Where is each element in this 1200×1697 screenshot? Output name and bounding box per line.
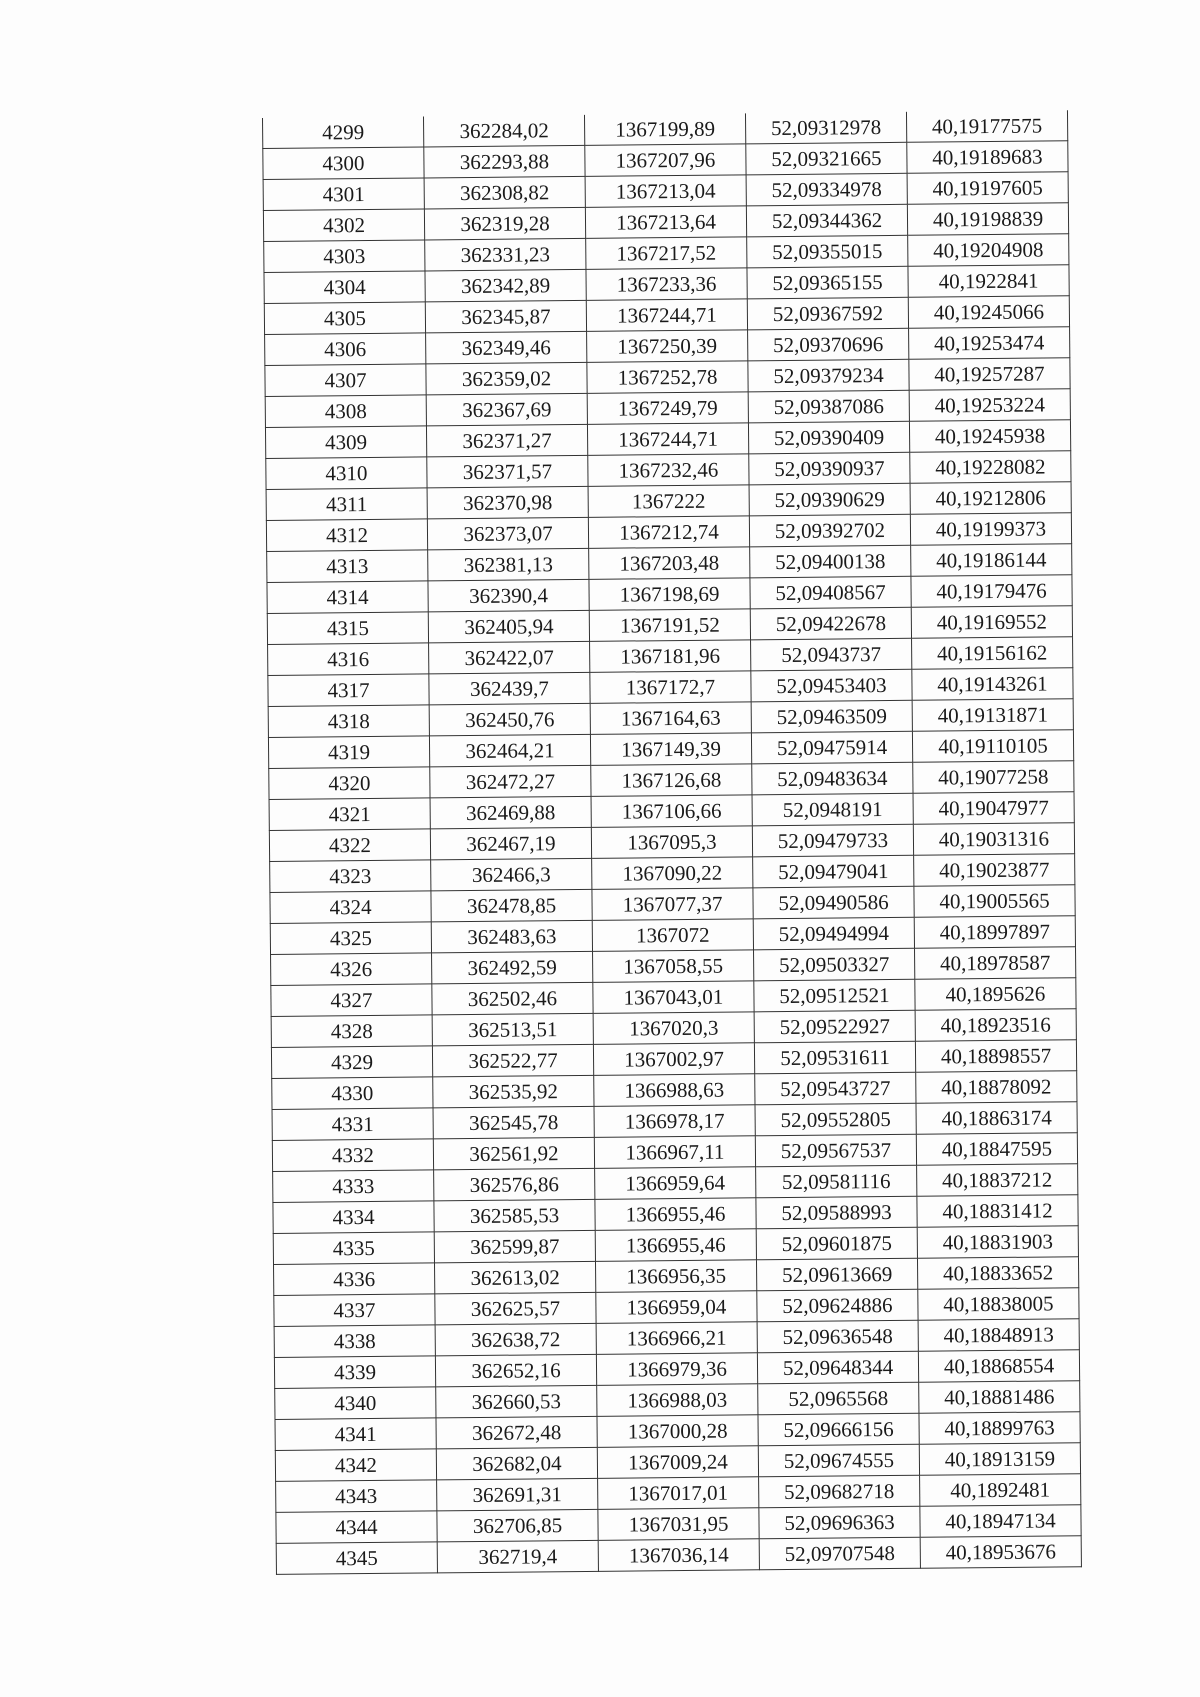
- longitude-cell: 40,18923516: [915, 1009, 1076, 1042]
- longitude-cell: 40,19245066: [908, 296, 1069, 329]
- y-coordinate-cell: 1367250,39: [587, 330, 748, 363]
- latitude-cell: 52,09390409: [748, 421, 909, 454]
- latitude-cell: 52,09531611: [754, 1041, 915, 1074]
- latitude-cell: 52,09588993: [756, 1196, 917, 1229]
- longitude-cell: 40,18833652: [917, 1257, 1078, 1290]
- longitude-cell: 40,19047977: [913, 792, 1074, 825]
- latitude-cell: 52,09613669: [756, 1258, 917, 1291]
- latitude-cell: 52,09390937: [749, 452, 910, 485]
- latitude-cell: 52,09522927: [754, 1010, 915, 1043]
- point-number-cell: 4315: [267, 612, 428, 645]
- x-coordinate-cell: 362599,87: [434, 1230, 595, 1263]
- latitude-cell: 52,09624886: [757, 1289, 918, 1322]
- latitude-cell: 52,09674555: [758, 1444, 919, 1477]
- x-coordinate-cell: 362682,04: [436, 1447, 597, 1480]
- y-coordinate-cell: 1367072: [592, 919, 753, 952]
- x-coordinate-cell: 362381,13: [428, 548, 589, 581]
- y-coordinate-cell: 1366988,63: [594, 1074, 755, 1107]
- point-number-cell: 4334: [273, 1201, 434, 1234]
- latitude-cell: 52,09367592: [747, 297, 908, 330]
- longitude-cell: 40,18847595: [916, 1133, 1077, 1166]
- y-coordinate-cell: 1366988,03: [597, 1384, 758, 1417]
- longitude-cell: 40,19257287: [909, 358, 1070, 391]
- point-number-cell: 4325: [270, 922, 431, 955]
- point-number-cell: 4344: [276, 1511, 437, 1544]
- y-coordinate-cell: 1367199,89: [584, 113, 745, 145]
- latitude-cell: 52,09422678: [750, 607, 911, 640]
- y-coordinate-cell: 1367198,69: [589, 578, 750, 611]
- table-row: [276, 1536, 1081, 1575]
- y-coordinate-cell: 1366959,64: [595, 1167, 756, 1200]
- y-coordinate-cell: 1367252,78: [587, 361, 748, 394]
- y-coordinate-cell: 1366966,21: [596, 1322, 757, 1355]
- longitude-cell: 40,19199373: [910, 513, 1071, 546]
- latitude-cell: 52,09355015: [747, 235, 908, 268]
- x-coordinate-cell: 362370,98: [427, 486, 588, 519]
- x-coordinate-cell: 362613,02: [434, 1261, 595, 1294]
- longitude-cell: 40,18913159: [919, 1443, 1080, 1476]
- x-coordinate-cell: 362342,89: [425, 269, 586, 302]
- point-number-cell: 4320: [269, 767, 430, 800]
- latitude-cell: 52,09392702: [749, 514, 910, 547]
- longitude-cell: 40,18831412: [917, 1195, 1078, 1228]
- longitude-cell: 40,19189683: [907, 141, 1068, 174]
- longitude-cell: 40,18838005: [918, 1288, 1079, 1321]
- x-coordinate-cell: 362319,28: [424, 207, 585, 240]
- point-number-cell: 4317: [268, 674, 429, 707]
- point-number-cell: 4326: [271, 953, 432, 986]
- longitude-cell: 40,19077258: [913, 761, 1074, 794]
- latitude-cell: 52,09636548: [757, 1320, 918, 1353]
- longitude-cell: 40,18997897: [914, 916, 1075, 949]
- longitude-cell: 40,19253474: [909, 327, 1070, 360]
- x-coordinate-cell: 362367,69: [426, 393, 587, 426]
- x-coordinate-cell: 362638,72: [435, 1323, 596, 1356]
- y-coordinate-cell: 1367249,79: [587, 392, 748, 425]
- point-number-cell: 4312: [266, 519, 427, 552]
- y-coordinate-cell: 1366979,36: [596, 1353, 757, 1386]
- y-coordinate-cell: 1367017,01: [598, 1477, 759, 1510]
- y-coordinate-cell: 1366967,11: [594, 1136, 755, 1169]
- point-number-cell: 4335: [273, 1232, 434, 1265]
- x-coordinate-cell: 362422,07: [429, 641, 590, 674]
- longitude-cell: 40,19228082: [910, 451, 1071, 484]
- point-number-cell: 4301: [263, 178, 424, 211]
- latitude-cell: 52,09512521: [754, 979, 915, 1012]
- coordinates-table: [262, 110, 1082, 1575]
- longitude-cell: 40,19023877: [914, 854, 1075, 887]
- y-coordinate-cell: 1366956,35: [595, 1260, 756, 1293]
- point-number-cell: 4300: [263, 147, 424, 180]
- x-coordinate-cell: 362513,51: [432, 1013, 593, 1046]
- longitude-cell: 40,18878092: [916, 1071, 1077, 1104]
- point-number-cell: 4340: [275, 1387, 436, 1420]
- y-coordinate-cell: 1367181,96: [590, 640, 751, 673]
- y-coordinate-cell: 1367149,39: [590, 733, 751, 766]
- x-coordinate-cell: 362373,07: [427, 517, 588, 550]
- x-coordinate-cell: 362308,82: [424, 176, 585, 209]
- latitude-cell: 52,09581116: [756, 1165, 917, 1198]
- y-coordinate-cell: 1367020,3: [593, 1012, 754, 1045]
- latitude-cell: 52,09552805: [755, 1103, 916, 1136]
- longitude-cell: 40,18978587: [915, 947, 1076, 980]
- x-coordinate-cell: 362625,57: [435, 1292, 596, 1325]
- x-coordinate-cell: 362390,4: [428, 579, 589, 612]
- latitude-cell: 52,09321665: [746, 142, 907, 175]
- longitude-cell: 40,19253224: [909, 389, 1070, 422]
- latitude-cell: 52,09453403: [751, 669, 912, 702]
- latitude-cell: 52,09707548: [759, 1537, 920, 1570]
- point-number-cell: 4339: [274, 1356, 435, 1389]
- longitude-cell: 40,19204908: [908, 234, 1069, 267]
- longitude-cell: 40,19177575: [906, 110, 1067, 142]
- x-coordinate-cell: 362371,57: [427, 455, 588, 488]
- longitude-cell: 40,19131871: [912, 699, 1073, 732]
- point-number-cell: 4342: [275, 1449, 436, 1482]
- longitude-cell: 40,19110105: [912, 730, 1073, 763]
- point-number-cell: 4330: [272, 1077, 433, 1110]
- y-coordinate-cell: 1367232,46: [588, 454, 749, 487]
- latitude-cell: 52,09696363: [759, 1506, 920, 1539]
- x-coordinate-cell: 362467,19: [430, 827, 591, 860]
- point-number-cell: 4331: [272, 1108, 433, 1141]
- latitude-cell: 52,09479041: [753, 855, 914, 888]
- x-coordinate-cell: 362405,94: [428, 610, 589, 643]
- y-coordinate-cell: 1367031,95: [598, 1508, 759, 1541]
- x-coordinate-cell: 362660,53: [436, 1385, 597, 1418]
- point-number-cell: 4327: [271, 984, 432, 1017]
- point-number-cell: 4305: [264, 302, 425, 335]
- x-coordinate-cell: 362478,85: [431, 889, 592, 922]
- point-number-cell: 4324: [270, 891, 431, 924]
- longitude-cell: 40,18899763: [919, 1412, 1080, 1445]
- longitude-cell: 40,18881486: [919, 1381, 1080, 1414]
- latitude-cell: 52,0943737: [751, 638, 912, 671]
- x-coordinate-cell: 362535,92: [433, 1075, 594, 1108]
- x-coordinate-cell: 362472,27: [430, 765, 591, 798]
- latitude-cell: 52,09463509: [751, 700, 912, 733]
- longitude-cell: 40,18953676: [920, 1536, 1081, 1569]
- point-number-cell: 4323: [270, 860, 431, 893]
- latitude-cell: 52,0965568: [758, 1382, 919, 1415]
- point-number-cell: 4332: [272, 1139, 433, 1172]
- longitude-cell: 40,18898557: [915, 1040, 1076, 1073]
- x-coordinate-cell: 362464,21: [429, 734, 590, 767]
- x-coordinate-cell: 362349,46: [426, 331, 587, 364]
- x-coordinate-cell: 362719,4: [437, 1540, 598, 1573]
- y-coordinate-cell: 1367244,71: [587, 423, 748, 456]
- latitude-cell: 52,09648344: [757, 1351, 918, 1384]
- coordinates-table-body: [262, 110, 1081, 1574]
- latitude-cell: 52,09601875: [756, 1227, 917, 1260]
- y-coordinate-cell: 1367203,48: [589, 547, 750, 580]
- latitude-cell: 52,09387086: [748, 390, 909, 423]
- y-coordinate-cell: 1367213,04: [585, 175, 746, 208]
- y-coordinate-cell: 1367000,28: [597, 1415, 758, 1448]
- x-coordinate-cell: 362691,31: [437, 1478, 598, 1511]
- y-coordinate-cell: 1367191,52: [589, 609, 750, 642]
- longitude-cell: 40,19169552: [911, 606, 1072, 639]
- y-coordinate-cell: 1367244,71: [586, 299, 747, 332]
- latitude-cell: 52,09370696: [748, 328, 909, 361]
- x-coordinate-cell: 362706,85: [437, 1509, 598, 1542]
- x-coordinate-cell: 362439,7: [429, 672, 590, 705]
- x-coordinate-cell: 362371,27: [426, 424, 587, 457]
- x-coordinate-cell: 362466,3: [431, 858, 592, 891]
- longitude-cell: 40,19031316: [913, 823, 1074, 856]
- point-number-cell: 4319: [268, 736, 429, 769]
- y-coordinate-cell: 1367233,36: [586, 268, 747, 301]
- latitude-cell: 52,09479733: [752, 824, 913, 857]
- x-coordinate-cell: 362450,76: [429, 703, 590, 736]
- x-coordinate-cell: 362293,88: [424, 145, 585, 178]
- longitude-cell: 40,18831903: [917, 1226, 1078, 1259]
- latitude-cell: 52,09475914: [751, 731, 912, 764]
- longitude-cell: 40,18868554: [918, 1350, 1079, 1383]
- x-coordinate-cell: 362331,23: [425, 238, 586, 271]
- longitude-cell: 40,18848913: [918, 1319, 1079, 1352]
- y-coordinate-cell: 1367212,74: [588, 516, 749, 549]
- point-number-cell: 4318: [268, 705, 429, 738]
- latitude-cell: 52,09503327: [754, 948, 915, 981]
- point-number-cell: 4303: [264, 240, 425, 273]
- latitude-cell: 52,09567537: [755, 1134, 916, 1167]
- y-coordinate-cell: 1367002,97: [593, 1043, 754, 1076]
- point-number-cell: 4314: [267, 581, 428, 614]
- point-number-cell: 4310: [266, 457, 427, 490]
- point-number-cell: 4337: [274, 1294, 435, 1327]
- y-coordinate-cell: 1367106,66: [591, 795, 752, 828]
- y-coordinate-cell: 1367077,37: [592, 888, 753, 921]
- point-number-cell: 4341: [275, 1418, 436, 1451]
- x-coordinate-cell: 362469,88: [430, 796, 591, 829]
- y-coordinate-cell: 1367213,64: [585, 206, 746, 239]
- latitude-cell: 52,09666156: [758, 1413, 919, 1446]
- y-coordinate-cell: 1367036,14: [598, 1539, 759, 1572]
- x-coordinate-cell: 362672,48: [436, 1416, 597, 1449]
- latitude-cell: 52,09390629: [749, 483, 910, 516]
- x-coordinate-cell: 362359,02: [426, 362, 587, 395]
- x-coordinate-cell: 362576,86: [434, 1168, 595, 1201]
- longitude-cell: 40,19198839: [907, 203, 1068, 236]
- latitude-cell: 52,0948191: [752, 793, 913, 826]
- x-coordinate-cell: 362483,63: [431, 920, 592, 953]
- point-number-cell: 4316: [268, 643, 429, 676]
- y-coordinate-cell: 1367207,96: [585, 144, 746, 177]
- point-number-cell: 4302: [263, 209, 424, 242]
- y-coordinate-cell: 1367222: [588, 485, 749, 518]
- longitude-cell: 40,19245938: [909, 420, 1070, 453]
- x-coordinate-cell: 362652,16: [435, 1354, 596, 1387]
- y-coordinate-cell: 1366955,46: [595, 1198, 756, 1231]
- longitude-cell: 40,1895626: [915, 978, 1076, 1011]
- longitude-cell: 40,19143261: [912, 668, 1073, 701]
- y-coordinate-cell: 1367164,63: [590, 702, 751, 735]
- y-coordinate-cell: 1367217,52: [586, 237, 747, 270]
- y-coordinate-cell: 1367095,3: [591, 826, 752, 859]
- longitude-cell: 40,19212806: [910, 482, 1071, 515]
- longitude-cell: 40,19186144: [911, 544, 1072, 577]
- latitude-cell: 52,09334978: [746, 173, 907, 206]
- y-coordinate-cell: 1367090,22: [592, 857, 753, 890]
- longitude-cell: 40,18837212: [917, 1164, 1078, 1197]
- longitude-cell: 40,19156162: [912, 637, 1073, 670]
- longitude-cell: 40,19179476: [911, 575, 1072, 608]
- y-coordinate-cell: 1367043,01: [593, 981, 754, 1014]
- longitude-cell: 40,1892481: [920, 1474, 1081, 1507]
- point-number-cell: 4328: [271, 1015, 432, 1048]
- latitude-cell: 52,09682718: [759, 1475, 920, 1508]
- latitude-cell: 52,09312978: [745, 112, 906, 144]
- x-coordinate-cell: 362284,02: [423, 115, 584, 147]
- latitude-cell: 52,09408567: [750, 576, 911, 609]
- x-coordinate-cell: 362502,46: [432, 982, 593, 1015]
- latitude-cell: 52,09483634: [752, 762, 913, 795]
- point-number-cell: 4309: [265, 426, 426, 459]
- point-number-cell: 4304: [264, 271, 425, 304]
- longitude-cell: 40,1922841: [908, 265, 1069, 298]
- x-coordinate-cell: 362492,59: [432, 951, 593, 984]
- point-number-cell: 4308: [265, 395, 426, 428]
- latitude-cell: 52,09344362: [746, 204, 907, 237]
- longitude-cell: 40,18947134: [920, 1505, 1081, 1538]
- point-number-cell: 4345: [276, 1542, 437, 1575]
- x-coordinate-cell: 362522,77: [432, 1044, 593, 1077]
- y-coordinate-cell: 1367172,7: [590, 671, 751, 704]
- latitude-cell: 52,09490586: [753, 886, 914, 919]
- latitude-cell: 52,09400138: [750, 545, 911, 578]
- latitude-cell: 52,09379234: [748, 359, 909, 392]
- latitude-cell: 52,09543727: [755, 1072, 916, 1105]
- point-number-cell: 4313: [267, 550, 428, 583]
- point-number-cell: 4322: [269, 829, 430, 862]
- point-number-cell: 4338: [274, 1325, 435, 1358]
- point-number-cell: 4311: [266, 488, 427, 521]
- x-coordinate-cell: 362585,53: [434, 1199, 595, 1232]
- y-coordinate-cell: 1367009,24: [597, 1446, 758, 1479]
- point-number-cell: 4329: [271, 1046, 432, 1079]
- point-number-cell: 4306: [265, 333, 426, 366]
- y-coordinate-cell: 1366955,46: [595, 1229, 756, 1262]
- point-number-cell: 4336: [274, 1263, 435, 1296]
- x-coordinate-cell: 362345,87: [425, 300, 586, 333]
- y-coordinate-cell: 1367058,55: [593, 950, 754, 983]
- x-coordinate-cell: 362545,78: [433, 1106, 594, 1139]
- point-number-cell: 4307: [265, 364, 426, 397]
- longitude-cell: 40,18863174: [916, 1102, 1077, 1135]
- point-number-cell: 4333: [273, 1170, 434, 1203]
- point-number-cell: 4321: [269, 798, 430, 831]
- latitude-cell: 52,09494994: [753, 917, 914, 950]
- longitude-cell: 40,19005565: [914, 885, 1075, 918]
- y-coordinate-cell: 1366959,04: [596, 1291, 757, 1324]
- point-number-cell: 4299: [262, 116, 423, 148]
- point-number-cell: 4343: [276, 1480, 437, 1513]
- x-coordinate-cell: 362561,92: [433, 1137, 594, 1170]
- longitude-cell: 40,19197605: [907, 172, 1068, 205]
- latitude-cell: 52,09365155: [747, 266, 908, 299]
- y-coordinate-cell: 1366978,17: [594, 1105, 755, 1138]
- y-coordinate-cell: 1367126,68: [591, 764, 752, 797]
